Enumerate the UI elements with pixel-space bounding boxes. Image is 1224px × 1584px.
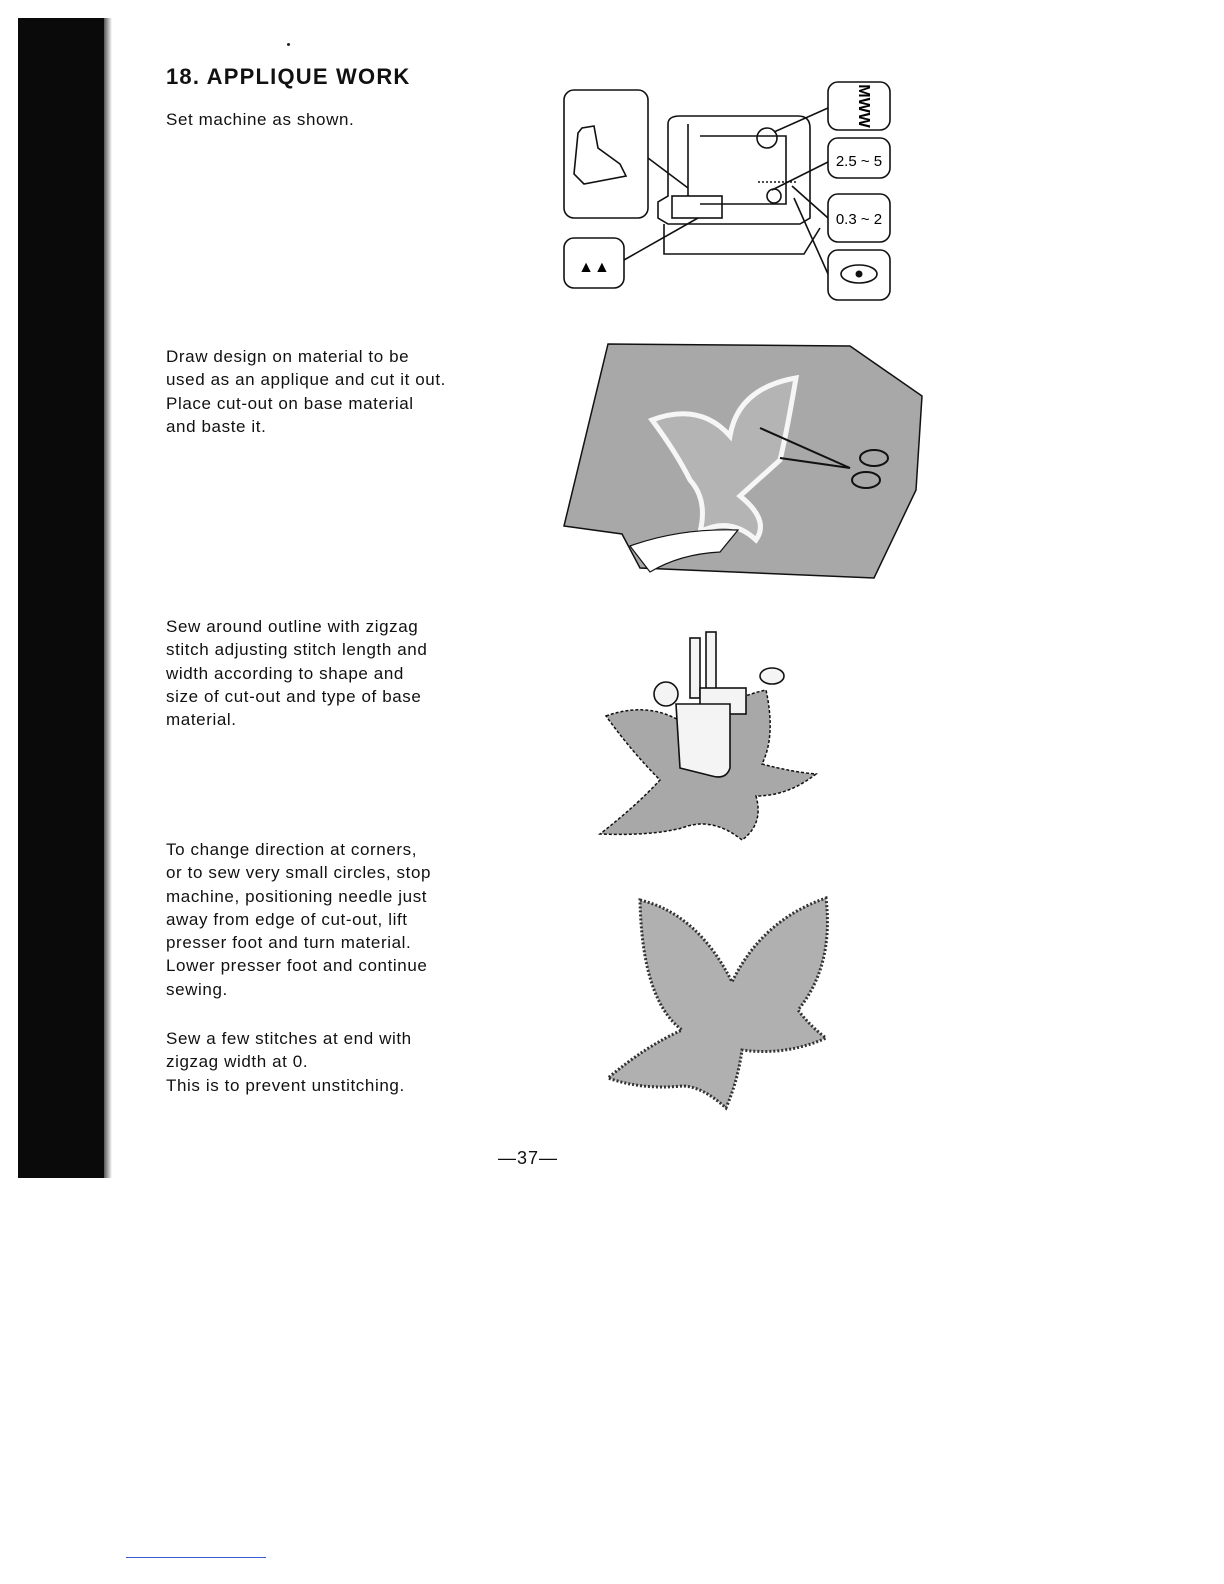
needle-position-dot <box>856 271 863 278</box>
text-line: and baste it. <box>166 416 267 436</box>
text-line: machine, positioning needle just <box>166 886 428 906</box>
machine-settings-figure <box>560 78 896 304</box>
finished-applique-figure <box>602 890 836 1120</box>
paragraph-set-machine <box>166 108 466 131</box>
text-line: Sew a few stitches at end with <box>166 1029 412 1048</box>
section-title: 18. APPLIQUE WORK <box>166 64 411 89</box>
pattern-dial <box>757 128 777 148</box>
presser-foot-icon <box>574 126 626 184</box>
page-number: —37— <box>498 1148 559 1168</box>
text-line: Lower presser foot and continue <box>166 956 428 976</box>
paragraph-sew-around <box>166 615 466 731</box>
text-line: Sew around outline with zigzag <box>166 617 419 636</box>
text-line: zigzag width at 0. <box>166 1052 309 1072</box>
text-line: width according to shape and <box>166 663 404 683</box>
sewing-machine-body <box>658 116 810 224</box>
text-line: Place cut-out on base material <box>166 393 414 413</box>
applique-leaf-finished <box>608 898 827 1108</box>
sewing-figure <box>596 628 826 848</box>
text-line: away from edge of cut-out, lift <box>166 909 408 929</box>
paragraph-draw-design <box>166 345 466 438</box>
text-line: Draw design on material to be <box>166 347 410 366</box>
paragraph-change-direction <box>166 838 466 1001</box>
text-line: sewing. <box>166 979 228 999</box>
feed-dog-symbol: ▲▲ <box>578 259 610 276</box>
leader-line <box>772 162 828 190</box>
text-line: material. <box>166 710 237 730</box>
book-binding-edge <box>18 18 104 1178</box>
text-line: used as an applique and cut it out. <box>166 370 446 390</box>
pattern-symbol-label: MWW <box>855 84 872 128</box>
text-line: stitch adjusting stitch length and <box>166 640 428 660</box>
length-dial <box>767 189 781 203</box>
stitch-width-label: 0.3 ~ 2 <box>835 211 883 228</box>
stitch-length-label: 2.5 ~ 5 <box>835 153 883 170</box>
speck <box>287 43 290 46</box>
text-line: To change direction at corners, <box>166 840 418 859</box>
needle-plate <box>672 196 722 218</box>
text-line: or to sew very small circles, stop <box>166 863 432 883</box>
leader-line <box>794 198 828 274</box>
cutout-figure <box>560 340 926 586</box>
paragraph-end-stitches <box>166 1027 466 1097</box>
text-line: presser foot and turn material. <box>166 933 412 953</box>
leader-line <box>774 108 828 132</box>
footer-rule <box>126 1557 266 1558</box>
text-line: This is to prevent unstitching. <box>166 1075 405 1095</box>
text-line: Set machine as shown. <box>166 110 355 129</box>
text-line: size of cut-out and type of base <box>166 686 422 706</box>
machine-base <box>664 224 820 254</box>
